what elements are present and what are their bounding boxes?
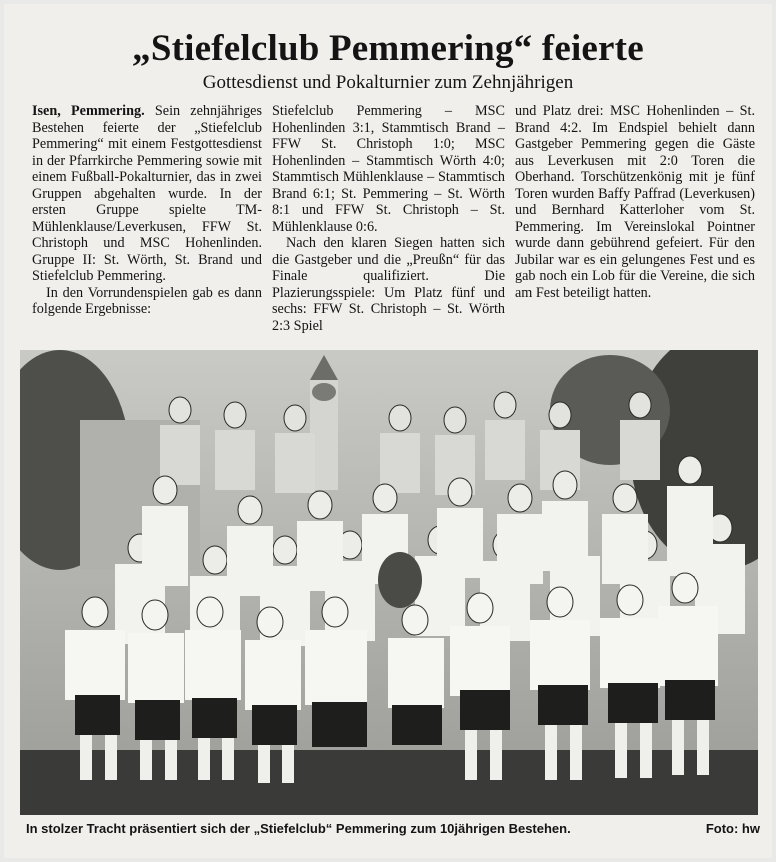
- paragraph: Stiefelclub Pemmering – MSC Hohenlinden 3:1, Stammtisch Brand – FFW St. Christoph 1:0; MSC Hohenlinden – Stammtisch Wörth 4:0; Stammtisch Mühlenklause – Stammtisch Brand 6:1; St. Pemmering – St. Wörth 8:1 und FFW St. Christoph – St. Mühlenklause 0:6.: [272, 103, 505, 235]
- lead-place: Isen, Pemmering.: [32, 103, 145, 119]
- photo-credit: Foto: hw: [705, 821, 760, 836]
- paragraph: Nach den klaren Siegen hatten sich die Gastgeber und die „Preußn“ für das Finale qualifiziert. Die Plazierungsspiele: Um Platz fünf und sechs: FFW St. Christoph – St. Wörth 2:3 Spiel: [272, 235, 505, 334]
- paragraph: [32, 103, 262, 285]
- paragraph-text: Sein zehnjähriges Bestehen feierte der „Stiefelclub Pemmering“ mit einem Festgottesdienst in der Pfarrkirche Pemmering sowie mit einem Fußball-Pokalturnier, das in zwei Gruppen abgehalten wurde. In der ersten Gruppe spielte TM-Mühlenklause/Leverkusen, FFW St. Christoph und MSC Hohenlinden. Gruppe II: St. Wörth, St. Brand und Stiefelclub Pemmering.: [32, 103, 262, 284]
- article-subheadline: Gottesdienst und Pokalturnier zum Zehnjährigen: [202, 72, 574, 93]
- article-column-2: [272, 103, 505, 334]
- paragraph: In den Vorrundenspielen gab es dann folgende Ergebnisse:: [32, 284, 262, 317]
- caption-text: In stolzer Tracht präsentiert sich der „Stiefelclub“ Pemmering zum 10jährigen Bestehen.: [26, 821, 571, 836]
- photo-caption: [26, 821, 760, 837]
- group-photo: [20, 350, 758, 815]
- article-column-3: [515, 103, 755, 301]
- article-column-1: [32, 103, 262, 318]
- group-photo-image: [20, 350, 758, 815]
- article-headline: „Stiefelclub Pemmering“ feierte: [132, 28, 644, 69]
- paragraph: und Platz drei: MSC Hohenlinden – St. Brand 4:2. Im Endspiel behielt dann Gastgeber Pemmering gegen die Gäste aus Leverkusen mit 2:0 Toren die Oberhand. Torschützenkönig mit je fünf Toren wurden Baffy Paffrad (Leverkusen) und Bernhard Katterloher vom St. Pemmering. Im Vereinslokal Pointner wurde dann gebührend gefeiert. Für den Jubilar war es ein gelungenes Fest und es gab noch ein Lob für die Vereine, die sich am Fest beteiligt hatten.: [515, 103, 755, 301]
